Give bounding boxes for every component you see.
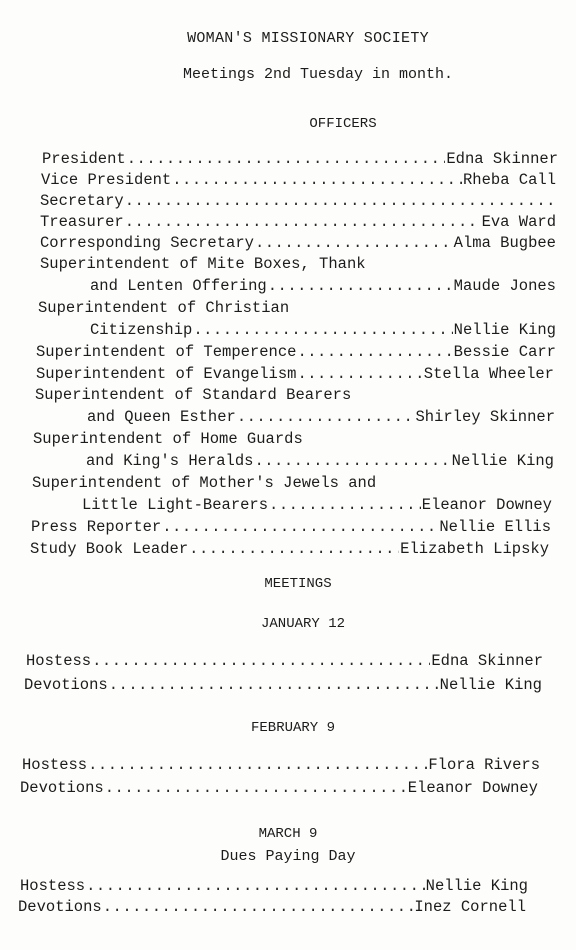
dot-leader: [125, 213, 481, 231]
officer-row: [82, 496, 552, 514]
dot-leader: [254, 452, 450, 470]
officer-name: Bessie Carr: [453, 343, 556, 361]
officer-row: [41, 171, 556, 189]
officer-title: Study Book Leader: [30, 540, 189, 558]
meeting-date: JANUARY 12: [260, 616, 345, 632]
officer-title: Superintendent of Temperence: [36, 343, 297, 361]
meeting-row: [22, 756, 540, 774]
meeting-person: Flora Rivers: [428, 756, 540, 774]
meetings-heading: MEETINGS: [264, 576, 332, 592]
meeting-row: [26, 652, 543, 670]
dot-leader: [297, 343, 452, 361]
dot-leader: [193, 321, 452, 339]
meeting-note: Dues Paying Day: [220, 848, 356, 865]
meeting-date: FEBRUARY 9: [250, 720, 335, 736]
officer-title-line1: Superintendent of Home Guards: [33, 430, 303, 448]
dot-leader: [92, 652, 430, 670]
officer-title: Treasurer: [40, 213, 124, 231]
meeting-role: Devotions: [18, 898, 102, 916]
officer-title-cont: Little Light-Bearers: [82, 496, 269, 514]
officer-row: [87, 408, 555, 426]
dot-leader: [237, 408, 415, 426]
meeting-schedule-note: Meetings 2nd Tuesday in month.: [182, 66, 454, 83]
officer-title: President: [42, 150, 126, 168]
officer-title-line1: Superintendent of Mother's Jewels and: [32, 474, 377, 492]
officer-name: Stella Wheeler: [423, 365, 554, 383]
officer-title: Press Reporter: [31, 518, 162, 536]
dot-leader: [162, 518, 438, 536]
meeting-role: Devotions: [24, 676, 108, 694]
officer-row: [40, 192, 555, 210]
meeting-person: Eleanor Downey: [407, 779, 538, 797]
dot-leader: [255, 234, 453, 252]
officer-name: Eva Ward: [481, 213, 556, 231]
dot-leader: [86, 877, 425, 895]
dot-leader: [189, 540, 399, 558]
meeting-row: [20, 779, 538, 797]
meeting-role: Hostess: [22, 756, 88, 774]
officer-name: Edna Skinner: [446, 150, 558, 168]
officer-name: Rheba Call: [462, 171, 556, 189]
dot-leader: [268, 277, 453, 295]
officer-row: [36, 343, 556, 361]
dot-leader: [109, 676, 439, 694]
officer-title: Secretary: [40, 192, 124, 210]
officer-row: [86, 452, 554, 470]
officer-row: [36, 365, 554, 383]
officer-name: Maude Jones: [453, 277, 556, 295]
officer-row: [42, 150, 558, 168]
dot-leader: [125, 192, 554, 210]
meeting-person: Edna Skinner: [431, 652, 543, 670]
officer-row: [31, 518, 551, 536]
dot-leader: [172, 171, 462, 189]
officer-name: Shirley Skinner: [415, 408, 555, 426]
society-title: WOMAN'S MISSIONARY SOCIETY: [187, 30, 429, 47]
officer-name: Nellie King: [453, 321, 556, 339]
meeting-role: Hostess: [26, 652, 92, 670]
officer-name: Nellie Ellis: [439, 518, 551, 536]
meeting-person: Inez Cornell: [414, 898, 526, 916]
meeting-date: MARCH 9: [258, 826, 318, 842]
officer-title-line1: Superintendent of Mite Boxes, Thank: [40, 255, 366, 273]
officer-title-line1: Superintendent of Standard Bearers: [35, 386, 352, 404]
officer-name: Nellie King: [451, 452, 554, 470]
meeting-row: [20, 877, 528, 895]
officer-title-cont: and Lenten Offering: [90, 277, 267, 295]
officer-row: [30, 540, 549, 558]
meeting-role: Hostess: [20, 877, 86, 895]
officer-title-cont: and King's Heralds: [86, 452, 254, 470]
officer-row: [40, 234, 556, 252]
meeting-row: [24, 676, 542, 694]
officer-title: Vice President: [41, 171, 172, 189]
officer-name: Eleanor Downey: [421, 496, 552, 514]
meeting-row: [18, 898, 526, 916]
dot-leader: [297, 365, 422, 383]
officer-name: Alma Bugbee: [453, 234, 556, 252]
dot-leader: [105, 779, 407, 797]
officer-row: [90, 321, 556, 339]
officer-name: Elizabeth Lipsky: [400, 540, 549, 558]
meeting-role: Devotions: [20, 779, 104, 797]
officer-title: Corresponding Secretary: [40, 234, 254, 252]
officers-heading: OFFICERS: [309, 116, 377, 132]
officer-title-cont: and Queen Esther: [87, 408, 236, 426]
dot-leader: [88, 756, 427, 774]
officer-row: [90, 277, 556, 295]
officer-title: Superintendent of Evangelism: [36, 365, 297, 383]
meeting-person: Nellie King: [439, 676, 542, 694]
officer-title-line1: Superintendent of Christian: [38, 299, 290, 317]
officer-row: [40, 213, 556, 231]
dot-leader: [103, 898, 414, 916]
officer-title-cont: Citizenship: [90, 321, 193, 339]
dot-leader: [127, 150, 446, 168]
meeting-person: Nellie King: [425, 877, 528, 895]
dot-leader: [269, 496, 421, 514]
